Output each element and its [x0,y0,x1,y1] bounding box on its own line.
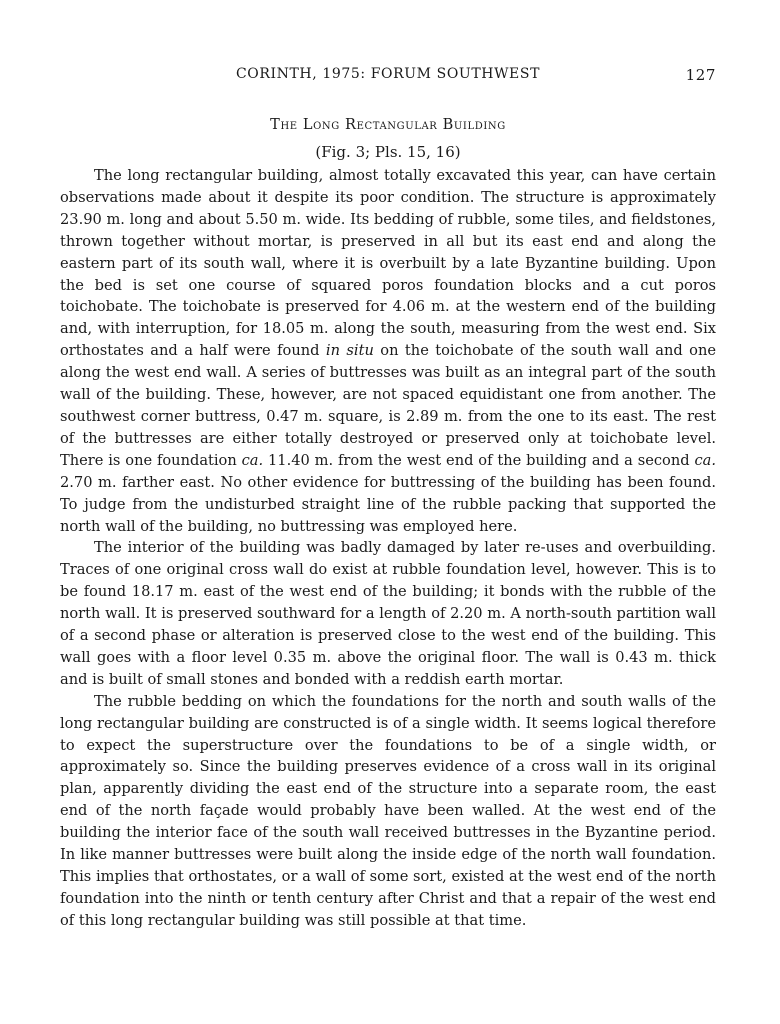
running-head [60,66,716,90]
section-subtitle: (Fig. 3; Pls. 15, 16) [315,143,461,161]
running-title: CORINTH, 1975: FORUM SOUTHWEST [235,66,541,82]
paragraph-2: The interior of the building was badly damaged by later re-uses and overbuilding. Traces of one original cross wall do exist at rubble foundation level, however. This is to be found 18.17 m. east of the west end of the building; it bonds with the rubble of the north wall. It is preserved southward for a length of 2.20 m. A north-south partition wall of a second phase or alteration is preserved close to the west end of the building. This wall goes with a floor level 0.35 m. above the original floor. The wall is 0.43 m. thick and is built of small stones and bonded with a reddish earth mortar. [60,539,716,688]
page [60,66,716,932]
page-number: 127 [685,66,716,84]
paragraph-1: The long rectangular building, almost totally excavated this year, can have certain observations made about it despite its poor condition. The structure is approximately 23.90 m. long and about 5.50 m. wide. Its bedding of rubble, some tiles, and fieldstones, thrown together without mortar, is preserved in all but its east end and along the eastern part of its south wall, where it is overbuilt by a late Byzantine building. Upon the bed is set one course of squared poros foundation blocks and a cut poros toichobate. The toichobate is preserved for 4.06 m. at the western end of the building and, with interruption, for 18.05 m. along the south, measuring from the west end. Six orthostates and a half were found in situ on the toichobate of the south wall and one along the west end wall. A series of buttresses was built as an integral part of the south wall of the building. These, however, are not spaced equidistant one from another. The southwest corner buttress, 0.47 m. square, is 2.89 m. from the one to its east. The rest of the buttresses are either totally destroyed or preserved only at toichobate level. There is one foundation ca. 11.40 m. from the west end of the building and a second ca. 2.70 m. farther east. No other evidence for buttressing of the building has been found. To judge from the undisturbed straight line of the rubble packing that supported the north wall of the building, no buttressing was employed here. [60,167,716,535]
section-title: The Long Rectangular Building [270,117,506,133]
body-text [60,165,716,932]
paragraph-3: The rubble bedding on which the foundations for the north and south walls of the long rectangular building are constructed is of a single width. It seems logical therefore to expect the superstructure over the foundations to be of a single width, or approximately so. Since the building preserves evidence of a cross wall in its original plan, apparently dividing the east end of the structure into a separate room, the east end of the north façade would probably have been walled. At the west end of the building the interior face of the south wall received buttresses in the Byzantine period. In like manner buttresses were built along the inside edge of the north wall foundation. This implies that orthostates, or a wall of some sort, existed at the west end of the north foundation into the ninth or tenth century after Christ and that a repair of the west end of this long rectangular building was still possible at that time. [60,692,716,929]
